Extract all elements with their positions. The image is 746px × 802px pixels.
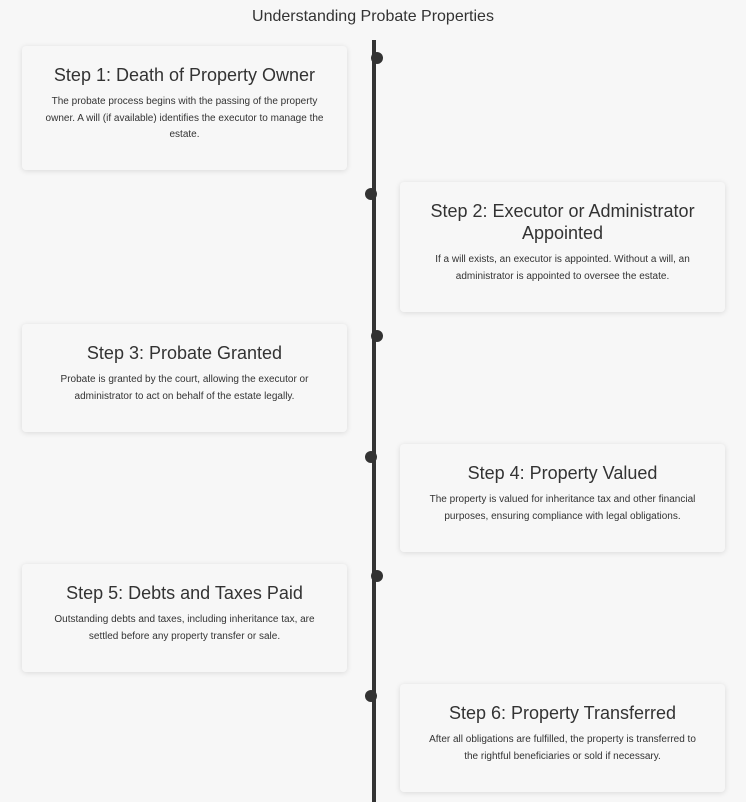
timeline-dot-1 <box>371 52 383 64</box>
timeline-dot-2 <box>365 188 377 200</box>
timeline-card-step-4 <box>400 444 725 552</box>
step-heading: Step 6: Property Transferred <box>448 703 677 723</box>
timeline-dot-5 <box>371 570 383 582</box>
page-title: Understanding Probate Properties <box>252 8 494 25</box>
step-description: After all obligations are fulfilled, the property is transferred to the rightful beneficiaries or sold if necessary. <box>429 734 696 762</box>
timeline-dot-4 <box>365 451 377 463</box>
timeline-card-step-6 <box>400 684 725 792</box>
timeline-line <box>372 40 376 802</box>
timeline-card-step-1 <box>22 46 347 170</box>
step-heading: Step 4: Property Valued <box>467 463 658 483</box>
timeline-card-step-3 <box>22 324 347 432</box>
step-heading: Step 3: Probate Granted <box>86 343 283 363</box>
step-description: Outstanding debts and taxes, including inheritance tax, are settled before any property transfer or sale. <box>54 614 315 642</box>
timeline-card-step-5 <box>22 564 347 672</box>
timeline-dot-3 <box>371 330 383 342</box>
step-description: If a will exists, an executor is appointed. Without a will, an administrator is appointed to oversee the estate. <box>435 254 690 282</box>
timeline-card-step-2 <box>400 182 725 312</box>
step-heading: Step 1: Death of Property Owner <box>53 65 316 85</box>
step-heading: Step 5: Debts and Taxes Paid <box>66 583 303 603</box>
step-description: The property is valued for inheritance tax and other financial purposes, ensuring compliance with legal obligations. <box>429 494 696 522</box>
step-description: The probate process begins with the passing of the property owner. A will (if available) identifies the executor to manage the estate. <box>45 96 324 140</box>
step-description: Probate is granted by the court, allowing the executor or administrator to act on behalf of the estate legally. <box>60 374 309 402</box>
timeline-dot-6 <box>365 690 377 702</box>
step-heading: Step 2: Executor or Administrator Appointed <box>430 201 695 243</box>
